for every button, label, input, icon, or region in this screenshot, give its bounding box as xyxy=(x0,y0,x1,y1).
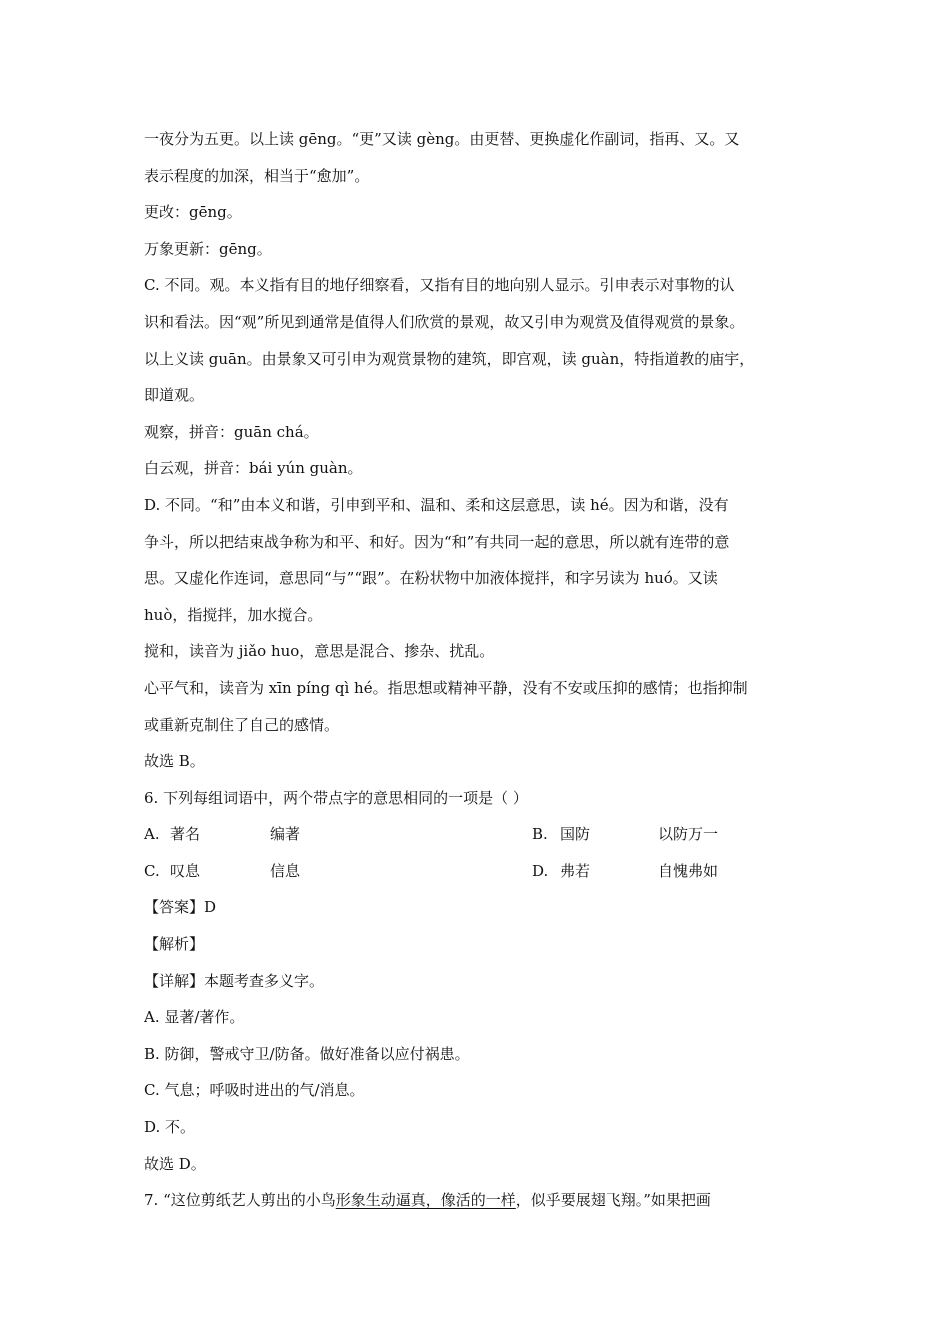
question-6-options-row-2 xyxy=(144,853,808,890)
question-7-underlined-phrase: 形象生动逼真，像活的一样 xyxy=(335,1191,516,1210)
text-line: 心平气和，读音为 xīn píng qì hé。指思想或精神平静，没有不安或压抑的感情；也指抑制 xyxy=(144,678,748,697)
option-a-word-1: 著名 xyxy=(170,825,201,844)
option-c-word-2: 信息 xyxy=(270,861,301,880)
question-7-prefix: 7. “这位剪纸艺人剪出的小鸟 xyxy=(144,1191,336,1210)
document-page xyxy=(144,121,808,1219)
text-line: 表示程度的加深，相当于“愈加”。 xyxy=(144,166,370,185)
explanation-line: C. 气息；呼吸时进出的气/消息。 xyxy=(144,1081,365,1100)
text-line: 或重新克制住了自己的感情。 xyxy=(144,715,340,734)
explanation-line: B. 防御，警戒守卫/防备。做好准备以应付祸患。 xyxy=(144,1044,470,1063)
option-b-word-2: 以防万一 xyxy=(658,825,719,844)
question-7-suffix: ，似乎要展翅飞翔。”如果把画 xyxy=(515,1191,711,1210)
text-line: 更改：gēng。 xyxy=(144,203,242,222)
option-c-word-1: 叹息 xyxy=(170,861,201,880)
answer-label: 【答案】D xyxy=(144,898,217,917)
text-line: 以上义读 guān。由景象又可引申为观赏景物的建筑，即宫观，读 guàn，特指道教的庙宇， xyxy=(144,349,755,368)
option-c-letter: C. xyxy=(144,861,160,880)
question-6-stem: 6. 下列每组词语中，两个带点字的意思相同的一项是（ ） xyxy=(144,788,528,807)
text-line: 争斗，所以把结束战争称为和平、和好。因为“和”有共同一起的意思，所以就有连带的意 xyxy=(144,532,730,551)
option-a-letter: A. xyxy=(144,825,160,844)
option-b-letter: B. xyxy=(532,825,548,844)
option-a-word-2: 编著 xyxy=(270,825,301,844)
question-7-stem xyxy=(144,1182,808,1219)
analysis-label: 【解析】 xyxy=(144,935,205,954)
text-line: 故选 B。 xyxy=(144,752,205,771)
text-line: huò，指搅拌，加水搅合。 xyxy=(144,605,323,624)
text-line: 观察，拼音：guān chá。 xyxy=(144,422,319,441)
text-line: 思。又虚化作连词，意思同“与”“跟”。在粉状物中加液体搅拌，和字另读为 huó。又读 xyxy=(144,569,718,588)
text-line: C. 不同。观。本义指有目的地仔细察看，又指有目的地向别人显示。引申表示对事物的认 xyxy=(144,276,735,295)
question-6-options-row-1 xyxy=(144,816,808,853)
text-line: 搅和，读音为 jiǎo huo，意思是混合、掺杂、扰乱。 xyxy=(144,642,495,661)
text-line: 白云观，拼音：bái yún guàn。 xyxy=(144,459,363,478)
explanation-line: D. 不。 xyxy=(144,1118,196,1137)
option-d-word-2: 自愧弗如 xyxy=(658,861,719,880)
text-line: 识和看法。因“观”所见到通常是值得人们欣赏的景观，故又引申为观赏及值得观赏的景象。 xyxy=(144,312,745,331)
explanation-line: A. 显著/著作。 xyxy=(144,1008,245,1027)
text-line: 一夜分为五更。以上读 gēng。“更”又读 gèng。由更替、更换虚化作副词，指再、又。又 xyxy=(144,130,740,148)
detail-label: 【详解】本题考查多义字。 xyxy=(144,971,325,990)
option-b-word-1: 国防 xyxy=(560,825,591,844)
text-line: D. 不同。“和”由本义和谐，引申到平和、温和、柔和这层意思，读 hé。因为和谐，没有 xyxy=(144,495,729,514)
text-line: 即道观。 xyxy=(144,386,205,405)
text-line: 万象更新：gēng。 xyxy=(144,239,272,258)
option-d-letter: D. xyxy=(532,861,549,880)
option-d-word-1: 弗若 xyxy=(560,861,591,880)
explanation-line: 故选 D。 xyxy=(144,1154,206,1173)
